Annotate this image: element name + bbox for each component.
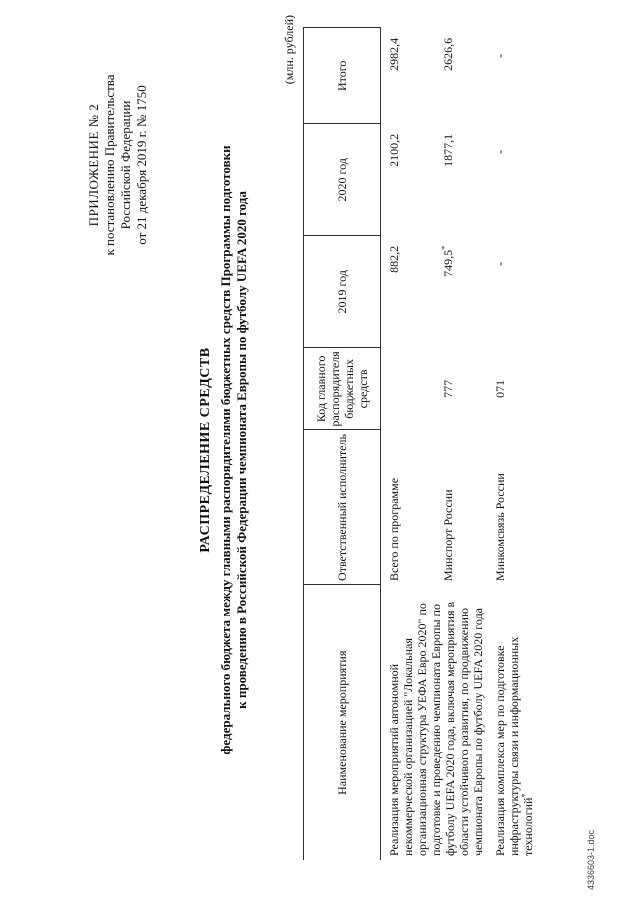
table-row bbox=[485, 28, 535, 860]
value-2019-text: 749,5 bbox=[441, 249, 456, 277]
activity-name bbox=[485, 585, 535, 860]
header-2020: 2020 год bbox=[304, 124, 381, 236]
value-total: - bbox=[493, 53, 507, 58]
table-row bbox=[381, 28, 440, 860]
table-header-row bbox=[304, 28, 381, 860]
value-2019 bbox=[439, 236, 485, 348]
value-total: 2982,4 bbox=[387, 37, 401, 71]
title-line: федерального бюджета между главными распорядителями бюджетных средств Программы подготовки bbox=[218, 145, 233, 755]
appendix-line: Российской Федерации bbox=[118, 100, 133, 230]
unit-label: (млн. рублей) bbox=[282, 15, 296, 85]
value-total: 2626,6 bbox=[441, 37, 456, 71]
value-2019: 882,2 bbox=[387, 245, 401, 273]
executor-cell: Минкомсвязь России bbox=[493, 473, 507, 581]
appendix-line: к постановлению Правительства bbox=[102, 74, 117, 256]
appendix-date: от 21 декабря 2019 г. № 1750 bbox=[134, 85, 149, 245]
header-2019: 2019 год bbox=[304, 236, 381, 348]
title-heading: РАСПРЕДЕЛЕНИЕ СРЕДСТВ bbox=[198, 347, 213, 553]
footnote-mark: * bbox=[520, 793, 529, 798]
header-executor: Ответственный исполнитель bbox=[304, 430, 381, 585]
value-2019: - bbox=[493, 261, 507, 266]
value-2020: 2100,2 bbox=[387, 133, 401, 167]
document-title bbox=[198, 35, 250, 865]
value-2020: - bbox=[493, 149, 507, 154]
code-cell: 071 bbox=[493, 379, 507, 398]
appendix-number: ПРИЛОЖЕНИЕ № 2 bbox=[86, 103, 101, 227]
title-line: к проведению в Российской Федерации чемпионата Европы по футболу UEFA 2020 года bbox=[234, 191, 249, 709]
code-cell bbox=[381, 348, 440, 430]
activity-name: Реализация мероприятий автономной некоммерческой организацией "Локальная организационная структура УЕФА Евро 2020" по подготовке и проведению чемпионата Европы по футболу UEFA 2020 года, включая мероприятия в области устойчивого развития, по продвижению чемпионата Европы по футболу UEFA 2020 года bbox=[387, 601, 485, 856]
header-code: Код главного распорядителя бюджетных средств bbox=[304, 348, 381, 430]
distribution-table bbox=[303, 27, 535, 860]
value-2020: 1877,1 bbox=[441, 133, 456, 167]
activity-name-text: Реализация комплекса мер по подготовке инфраструктуры связи и информационных технологий bbox=[493, 636, 535, 856]
header-name: Наименование мероприятия bbox=[304, 585, 381, 860]
code-cell: 777 bbox=[441, 379, 456, 398]
footnote-mark: * bbox=[440, 245, 450, 250]
document-id: 4336603-1.doc bbox=[586, 829, 596, 890]
executor-cell: Всего по программе bbox=[387, 477, 401, 581]
header-total: Итого bbox=[304, 28, 381, 124]
appendix-block bbox=[86, 25, 150, 305]
executor-cell: Минспорт России bbox=[441, 489, 456, 581]
